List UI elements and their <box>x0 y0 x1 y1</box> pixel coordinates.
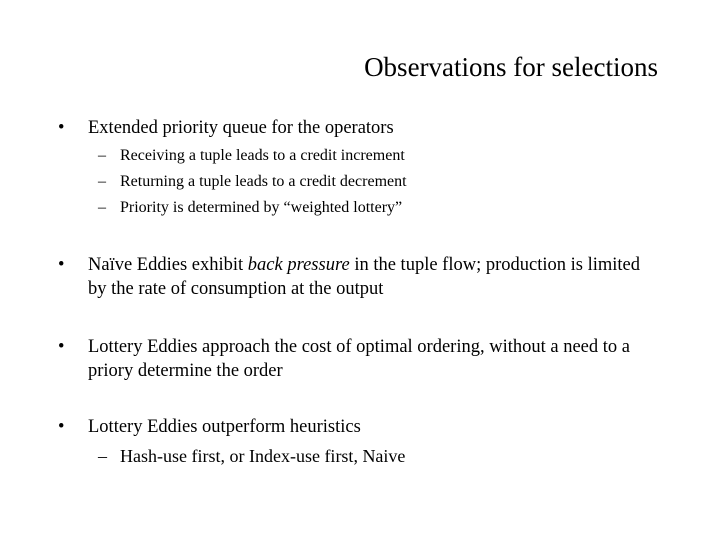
sub-item-text: Priority is determined by “weighted lottery” <box>120 199 403 216</box>
bullet-text-part: in the tuple flow; production is limited by the rate of consumption at the output <box>88 255 640 299</box>
sub-item <box>98 195 678 221</box>
bullet-text: Extended priority queue for the operators <box>88 118 394 138</box>
bullet-marker: • <box>58 417 65 437</box>
dash-marker: – <box>98 199 106 216</box>
sub-item-text: Hash-use first, or Index-use first, Naive <box>120 446 406 466</box>
bullet-text-emphasis: back pressure <box>247 255 350 275</box>
bullet-marker: • <box>58 255 65 275</box>
bullet-item <box>58 253 648 301</box>
bullet-marker: • <box>58 337 65 357</box>
bullet-item <box>58 335 670 383</box>
bullet-text: Lottery Eddies outperform heuristics <box>88 417 361 437</box>
bullet-item <box>58 116 678 140</box>
dash-marker: – <box>98 147 106 164</box>
sub-item <box>98 169 678 195</box>
dash-marker: – <box>98 173 106 190</box>
bullet-item <box>58 415 678 439</box>
sub-item-text: Receiving a tuple leads to a credit increment <box>120 147 405 164</box>
dash-marker: – <box>98 446 107 466</box>
bullet-text <box>88 253 648 301</box>
slide-title: Observations for selections <box>364 52 658 82</box>
bullet-marker: • <box>58 118 65 138</box>
bullet-text: Lottery Eddies approach the cost of optimal ordering, without a need to a priory determine the order <box>88 337 630 381</box>
sub-item <box>98 143 678 169</box>
sub-item <box>98 444 678 468</box>
sub-item-text: Returning a tuple leads to a credit decrement <box>120 173 407 190</box>
bullet-text-part: Naïve Eddies exhibit <box>88 255 248 275</box>
